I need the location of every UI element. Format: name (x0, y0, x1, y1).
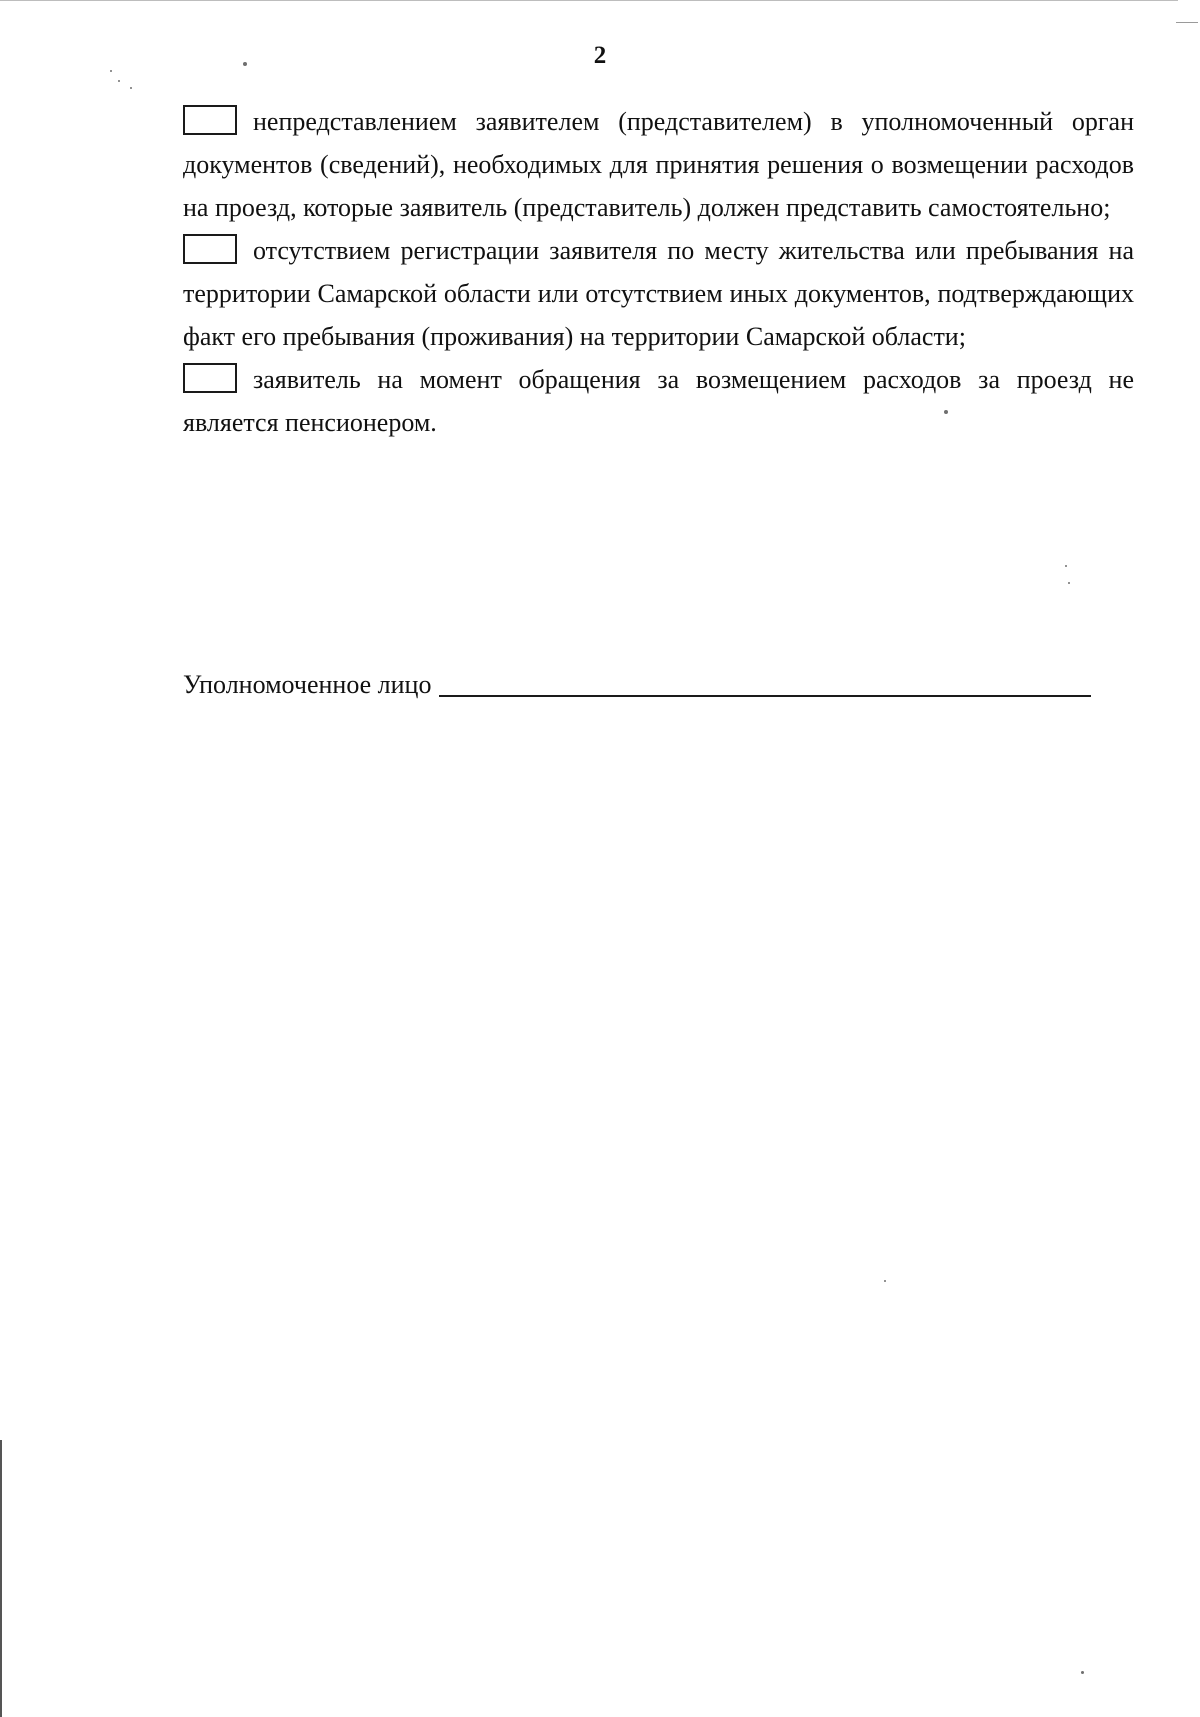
checkbox-2[interactable] (183, 234, 237, 264)
reason-text-2: отсутствием регистрации заявителя по месту жительства или пребывания на территории Самарской области или отсутствием иных документов, подтверждающих факт его пребывания (проживания) на территории Самарской области; (183, 236, 1134, 351)
reason-text-1: непредставлением заявителем (представителем) в уполномоченный орган документов (сведений), необходимых для принятия решения о возмещении расходов на проезд, которые заявитель (представитель) должен представить самостоятельно; (183, 107, 1134, 222)
scan-speck (884, 1280, 886, 1282)
scan-edge-left (0, 1440, 2, 1717)
reasons-list (183, 100, 1134, 444)
scan-speck (118, 80, 120, 82)
scan-edge-top (0, 0, 1178, 1)
reason-text-3: заявитель на момент обращения за возмещением расходов за проезд не является пенсионером. (183, 365, 1134, 437)
page-number: 2 (593, 42, 607, 69)
reason-item-1 (183, 100, 1134, 229)
signature-label: Уполномоченное лицо (183, 670, 432, 699)
checkbox-1[interactable] (183, 105, 237, 135)
reason-item-3 (183, 358, 1134, 444)
signature-line[interactable] (439, 665, 1091, 697)
signature-block (183, 663, 1123, 706)
scan-mark (1176, 22, 1198, 23)
scan-speck (130, 87, 132, 89)
scan-speck (110, 70, 112, 72)
checkbox-3[interactable] (183, 363, 237, 393)
reason-item-2 (183, 229, 1134, 358)
scan-speck (1068, 582, 1070, 584)
scan-speck (1081, 1671, 1084, 1674)
scan-speck (1065, 565, 1067, 567)
